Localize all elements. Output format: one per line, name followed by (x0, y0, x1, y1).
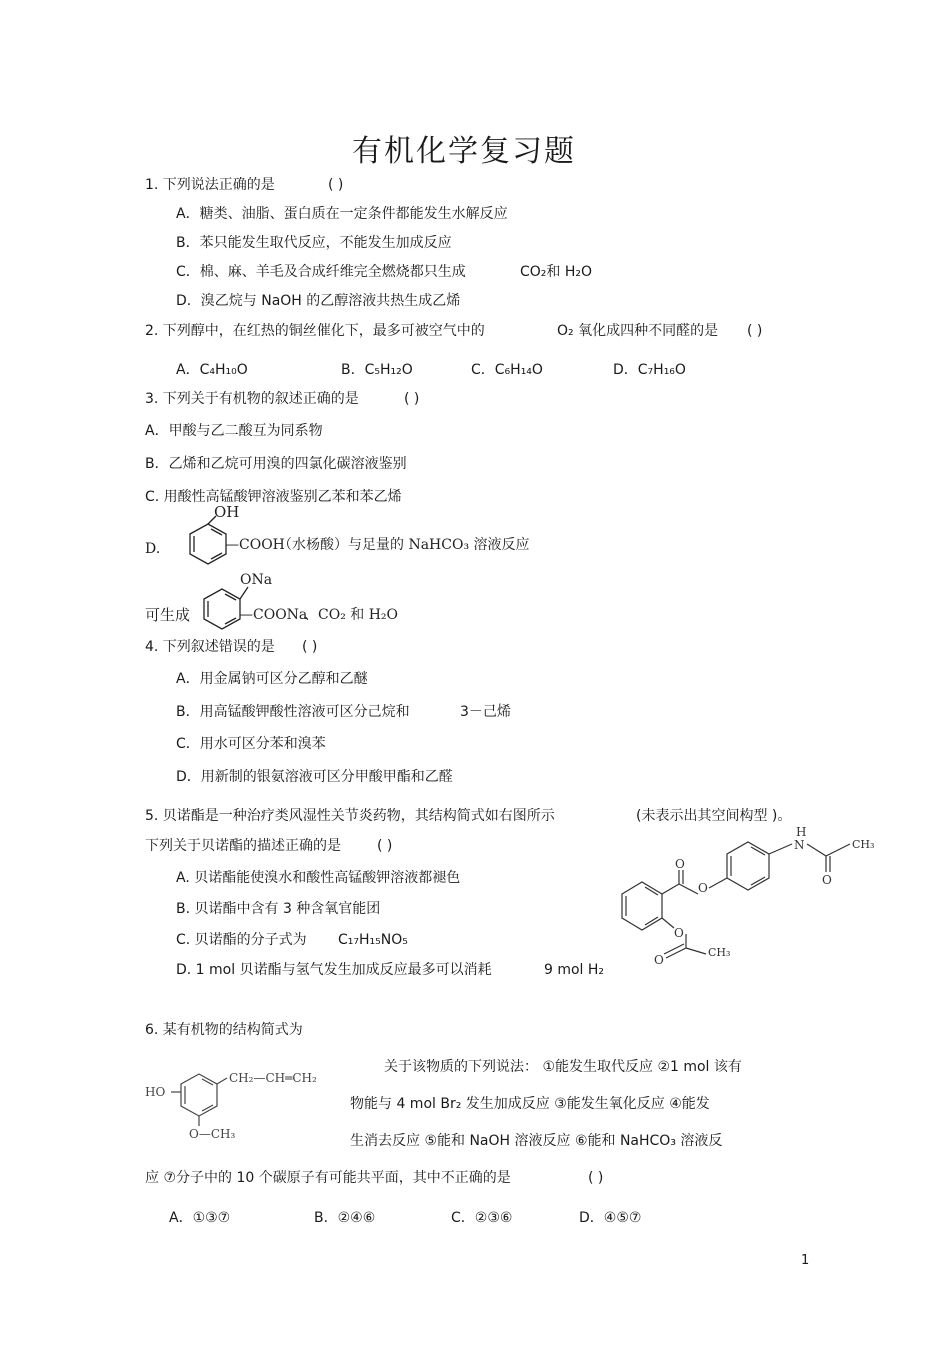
q4-option-b-tail: 3－己烯 (460, 704, 511, 720)
acetoxy-oxygen-label: O (674, 926, 684, 940)
benorilate-structure (612, 826, 887, 966)
q3-answer-paren: ( ) (404, 391, 420, 407)
page-number: 1 (801, 1253, 810, 1268)
q1-stem: 1. 下列说法正确的是 (145, 177, 275, 193)
q6-line-4: 应 ⑦分子中的 10 个碳原子有可能共平面，其中不正确的是 (145, 1170, 511, 1186)
q6-answer-paren: ( ) (588, 1170, 604, 1186)
q5-option-b: B. 贝诺酯中含有 3 种含氧官能团 (176, 901, 381, 917)
q3-option-d-text: （水杨酸）与足量的 NaHCO₃ 溶液反应 (278, 537, 530, 553)
q2-option-c: C．C₆H₁₄O (471, 362, 543, 378)
q5-stem-line2: 下列关于贝诺酯的描述正确的是 (145, 838, 341, 854)
allyl-chain-label: CH₂—CH═CH₂ (229, 1071, 317, 1085)
q4-option-c: C．用水可区分苯和溴苯 (176, 736, 326, 752)
ester-carbonyl-oxygen-label: O (675, 857, 685, 871)
q5-option-d-tail: 9 mol H₂ (544, 962, 605, 978)
q4-option-a: A．用金属钠可区分乙醇和乙醚 (176, 671, 368, 687)
amide-nitrogen-label: N (794, 838, 805, 852)
sodium-carboxylate-label: —COONa (239, 607, 308, 623)
q1-answer-paren: ( ) (328, 177, 344, 193)
acetoxy-carbonyl-oxygen-label: O (654, 953, 664, 966)
q5-stem: 5. 贝诺酯是一种治疗类风湿性关节炎药物，其结构简式如右图所示 (145, 808, 555, 824)
sodium-oxide-label: ONa (240, 572, 273, 588)
q5-option-d: D. 1 mol 贝诺酯与氢气发生加成反应最多可以消耗 (176, 962, 492, 978)
q4-option-d: D．用新制的银氨溶液可区分甲酸甲酯和乙醛 (176, 769, 453, 785)
q5-option-a: A. 贝诺酯能使溴水和酸性高锰酸钾溶液都褪色 (176, 870, 461, 886)
sodium-salicylate-structure (196, 567, 426, 633)
q6-option-b: B．②④⑥ (314, 1210, 376, 1226)
q1-option-c: C．棉、麻、羊毛及合成纤维完全燃烧都只生成 (176, 264, 466, 280)
salicylic-acid-structure (168, 502, 568, 572)
ester-oxygen-label: O (698, 881, 708, 895)
q3-option-d-prefix: 可生成 (145, 606, 191, 624)
q6-stem: 6. 某有机物的结构简式为 (145, 1022, 303, 1038)
q3-option-d-label: D. (145, 541, 161, 557)
q2-stem: 2. 下列醇中，在红热的铜丝催化下，最多可被空气中的 (145, 323, 485, 339)
q2-answer-paren: ( ) (747, 323, 763, 339)
q3-option-b: B．乙烯和乙烷可用溴的四氯化碳溶液鉴别 (145, 456, 407, 472)
q4-option-b: B．用高锰酸钾酸性溶液可区分己烷和 (176, 704, 410, 720)
q2-stem-tail: O₂ 氧化成四种不同醛的是 (557, 323, 719, 339)
carboxyl-label: —COOH (225, 537, 285, 553)
q3-option-a: A．甲酸与乙二酸互为同系物 (145, 423, 323, 439)
q2-option-b: B．C₅H₁₂O (341, 362, 413, 378)
q3-stem: 3. 下列关于有机物的叙述正确的是 (145, 391, 359, 407)
q2-option-d: D．C₇H₁₆O (613, 362, 686, 378)
q6-option-a: A．①③⑦ (169, 1210, 231, 1226)
methyl-label-a: CH₃ (852, 838, 875, 851)
q6-option-c: C．②③⑥ (451, 1210, 513, 1226)
q4-stem: 4. 下列叙述错误的是 (145, 639, 275, 655)
q1-option-b: B．苯只能发生取代反应，不能发生加成反应 (176, 235, 452, 251)
methoxy-label: O—CH₃ (189, 1127, 236, 1141)
q5-option-c: C. 贝诺酯的分子式为 (176, 932, 307, 948)
methyl-label-b: CH₃ (708, 946, 731, 959)
amide-hydrogen-label: H (796, 826, 807, 839)
q1-option-d: D．溴乙烷与 NaOH 的乙醇溶液共热生成乙烯 (176, 293, 461, 309)
q6-line-2: 物能与 4 mol Br₂ 发生加成反应 ③能发生氧化反应 ④能发 (350, 1096, 710, 1112)
amide-carbonyl-oxygen-label: O (822, 873, 832, 887)
q3-option-d-products: 、CO₂ 和 H₂O (304, 607, 399, 623)
q3-option-c: C. 用酸性高锰酸钾溶液鉴别乙苯和苯乙烯 (145, 489, 402, 505)
q2-option-a: A．C₄H₁₀O (176, 362, 248, 378)
q1-option-a: A．糖类、油脂、蛋白质在一定条件都能发生水解反应 (176, 206, 508, 222)
q6-line-1: 关于该物质的下列说法： ①能发生取代反应 ②1 mol 该有 (384, 1059, 742, 1075)
hydroxyl-label: HO (145, 1085, 166, 1099)
q6-line-3: 生消去反应 ⑤能和 NaOH 溶液反应 ⑥能和 NaHCO₃ 溶液反 (350, 1133, 723, 1149)
q5-answer-paren: ( ) (377, 838, 393, 854)
hydroxyl-label: OH (214, 503, 240, 521)
q4-answer-paren: ( ) (302, 639, 318, 655)
page-title: 有机化学复习题 (352, 134, 576, 169)
q5-stem-tail: (未表示出其空间构型 )。 (636, 808, 792, 824)
q1-option-c-tail: CO₂和 H₂O (520, 264, 593, 280)
q5-option-c-tail: C₁₇H₁₅NO₅ (338, 932, 408, 948)
eugenol-structure (143, 1052, 339, 1150)
q6-option-d: D．④⑤⑦ (579, 1210, 642, 1226)
